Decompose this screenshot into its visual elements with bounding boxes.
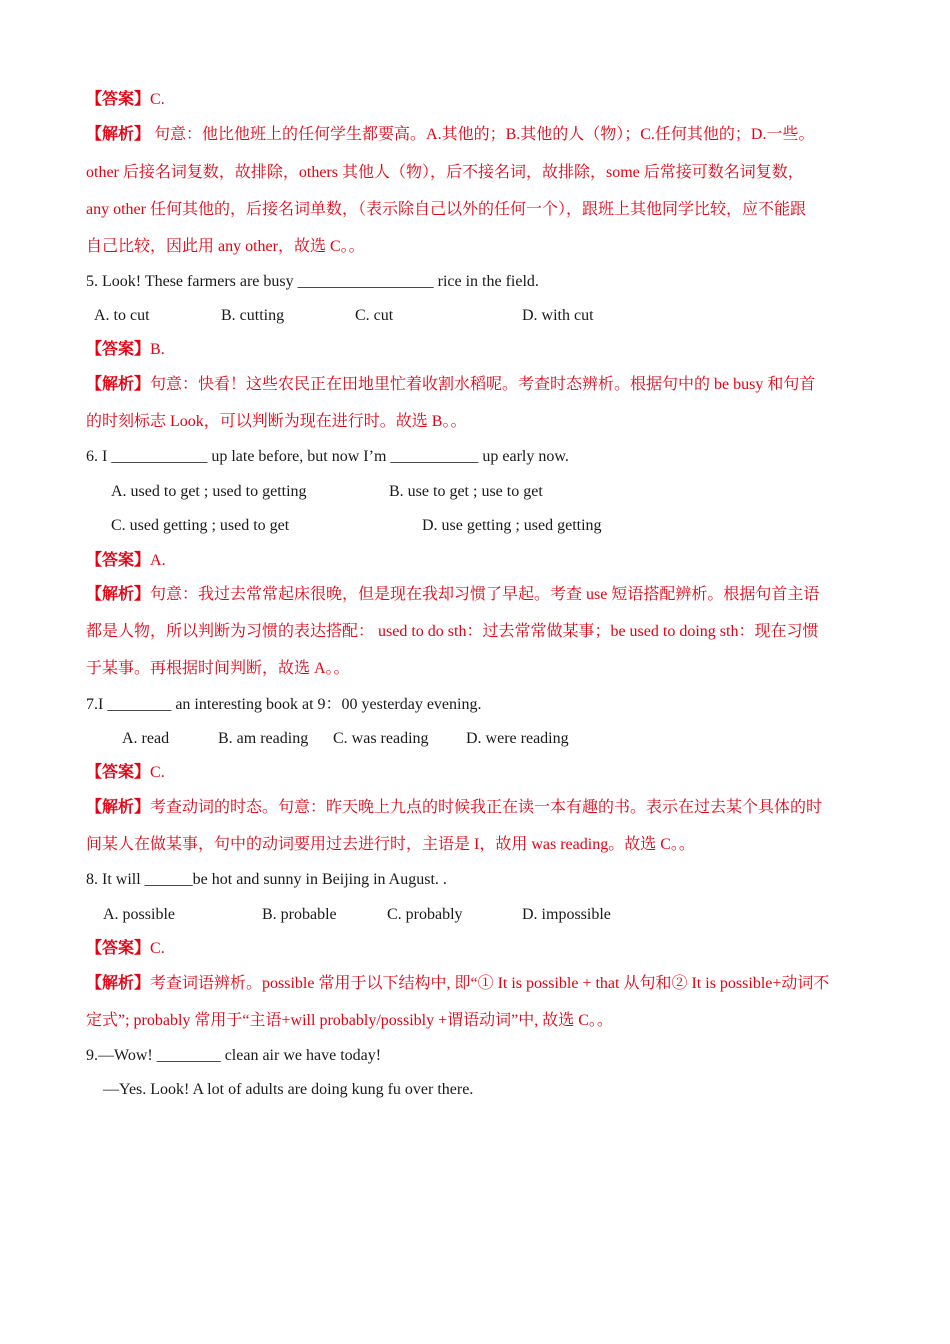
q4-analysis-line-1 (86, 125, 814, 145)
analysis-label: 【解析】 (86, 975, 151, 992)
q5-option-b: B. cutting (221, 307, 285, 324)
q8-answer (86, 939, 165, 959)
q7-option-a: A. read (122, 730, 170, 747)
q4-analysis-line-3: any other 任何其他的，后接名词单数，（表示除自己以外的任何一个），跟班上其他同学比较，应不能跟 (86, 201, 806, 218)
answer-label: 【答案】 (86, 764, 151, 781)
q7-analysis-line-2: 间某人在做某事，句中的动词要用过去进行时，主语是 I，故用 was reading。故选 C。。 (86, 836, 695, 853)
q6-option-d: D. use getting ; used getting (422, 517, 602, 534)
q5-answer (86, 340, 165, 360)
answer-label: 【答案】 (86, 940, 151, 957)
analysis-label: 【解析】 (86, 126, 151, 143)
q6-option-c: C. used getting ; used to get (111, 517, 290, 534)
q7-option-b: B. am reading (218, 730, 309, 747)
q5-analysis-line-2: 的时刻标志 Look，可以判断为现在进行时。故选 B。。 (86, 413, 467, 430)
answer-label: 【答案】 (86, 91, 151, 108)
q4-answer (86, 90, 165, 110)
q5-option-a: A. to cut (94, 307, 150, 324)
q8-option-d: D. impossible (522, 906, 611, 923)
q5-option-c: C. cut (355, 307, 394, 324)
q6-stem: 6. I ____________ up late before, but now I’m ___________ up early now. (86, 448, 569, 465)
answer-label: 【答案】 (86, 341, 151, 358)
q6-analysis-line-2: 都是人物，所以判断为习惯的表达搭配： used to do sth：过去常常做某事；be used to doing sth：现在习惯 (86, 623, 819, 640)
q5-option-d: D. with cut (522, 307, 594, 324)
q5-analysis-line-1 (86, 375, 815, 395)
q7-stem: 7.I ________ an interesting book at 9：00 yesterday evening. (86, 696, 482, 713)
q7-analysis-line-1 (86, 798, 822, 818)
q7-answer (86, 763, 165, 783)
answer-value: C. (150, 764, 165, 781)
q7-option-d: D. were reading (466, 730, 569, 747)
analysis-label: 【解析】 (86, 586, 151, 603)
answer-value: A. (150, 552, 166, 569)
q8-stem: 8. It will ______be hot and sunny in Beijing in August. . (86, 871, 447, 888)
q6-option-b: B. use to get ; use to get (389, 483, 543, 500)
answer-value: B. (150, 341, 165, 358)
q6-analysis-line-3: 于某事。再根据时间判断，故选 A。。 (86, 660, 350, 677)
q4-analysis-line-2: other 后接名词复数，故排除，others 其他人（物），后不接名词，故排除，some 后常接可数名词复数， (86, 164, 804, 181)
analysis-text: 考查动词的时态。句意：昨天晚上九点的时候我正在读一本有趣的书。表示在过去某个具体的时 (150, 799, 823, 816)
analysis-text: 考查词语辨析。possible 常用于以下结构中, 即“① It is possible + that 从句和② It is possible+动词不 (150, 975, 830, 992)
q8-option-a: A. possible (103, 906, 175, 923)
q8-analysis-line-1 (86, 974, 829, 994)
q9-stem: 9.—Wow! ________ clean air we have today! (86, 1047, 382, 1064)
q6-option-a: A. used to get ; used to getting (111, 483, 307, 500)
q4-analysis-line-4: 自己比较，因此用 any other，故选 C。。 (86, 238, 365, 255)
answer-label: 【答案】 (86, 552, 151, 569)
q9-reply: —Yes. Look! A lot of adults are doing kung fu over there. (103, 1081, 474, 1098)
analysis-text: 句意：他比他班上的任何学生都要高。A.其他的；B.其他的人（物）；C.任何其他的；D.一些。 (150, 126, 815, 143)
analysis-text: 句意：快看！这些农民正在田地里忙着收割水稻呢。考查时态辨析。根据句中的 be busy 和句首 (150, 376, 816, 393)
q5-stem: 5. Look! These farmers are busy _________________ rice in the field. (86, 273, 539, 290)
q8-option-b: B. probable (262, 906, 337, 923)
analysis-label: 【解析】 (86, 376, 151, 393)
analysis-label: 【解析】 (86, 799, 151, 816)
q6-analysis-line-1 (86, 585, 819, 605)
answer-value: C. (150, 91, 165, 108)
q6-answer (86, 551, 166, 571)
q8-analysis-line-2: 定式”; probably 常用于“主语+will probably/possibly +谓语动词”中, 故选 C。。 (86, 1012, 613, 1029)
analysis-text: 句意：我过去常常起床很晚，但是现在我却习惯了早起。考查 use 短语搭配辨析。根据句首主语 (150, 586, 820, 603)
q8-option-c: C. probably (387, 906, 463, 923)
answer-value: C. (150, 940, 165, 957)
q7-option-c: C. was reading (333, 730, 429, 747)
